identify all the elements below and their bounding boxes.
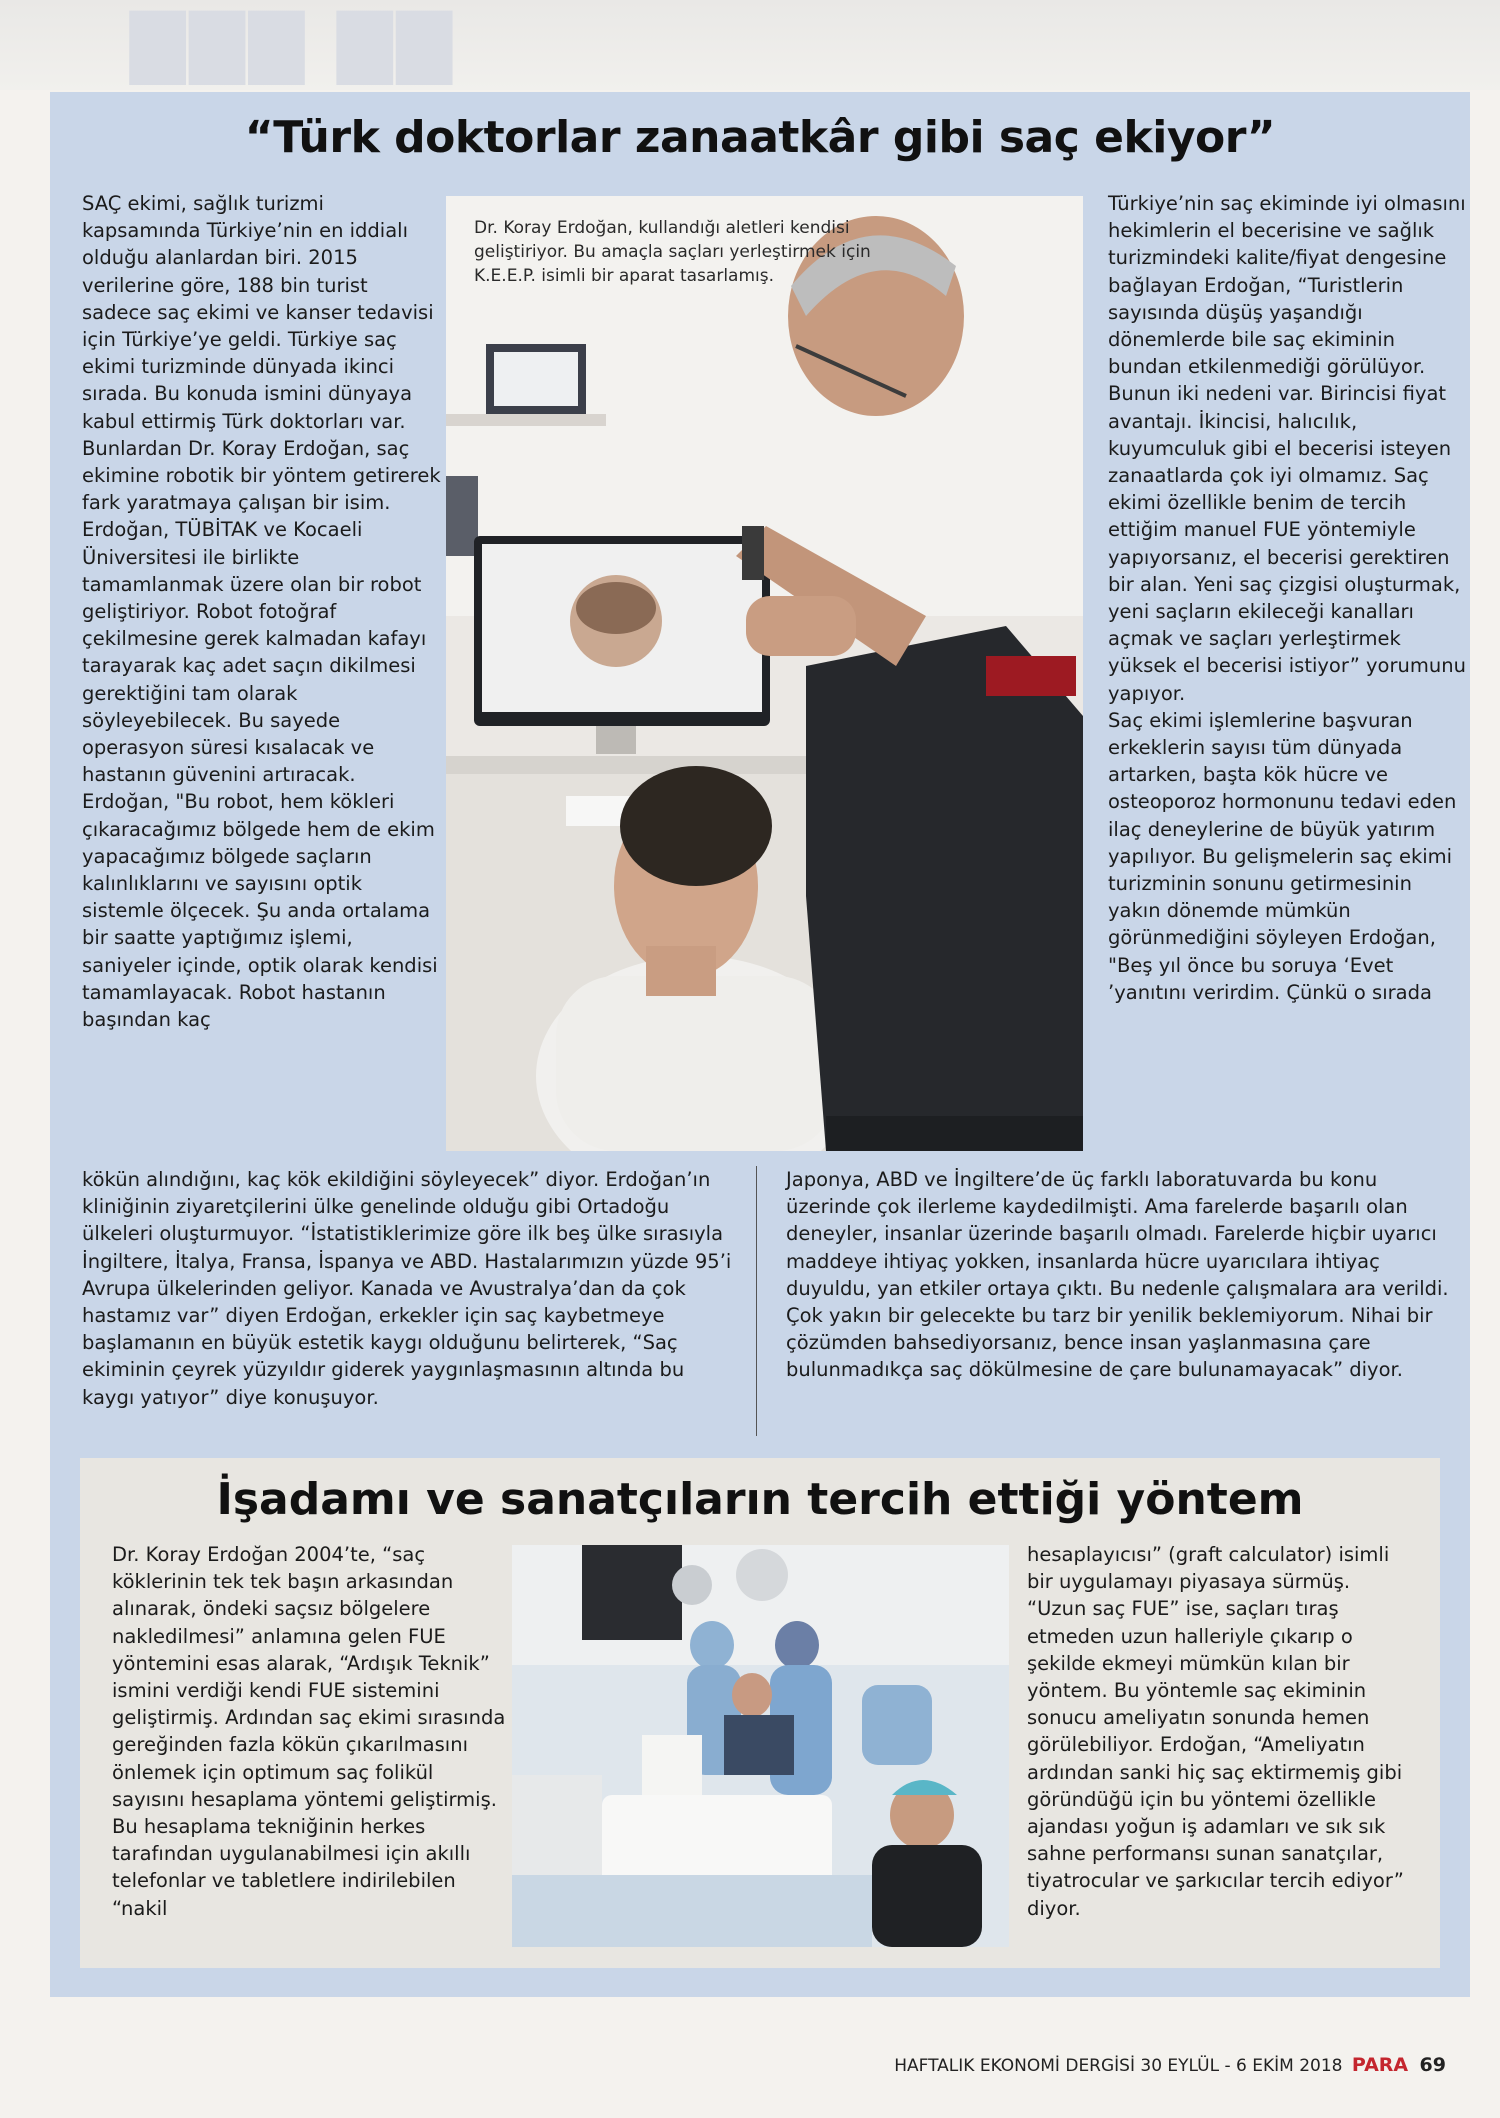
article-column-1: [82, 190, 442, 1033]
photo-illustration: [512, 1545, 1009, 1947]
magazine-issue: HAFTALIK EKONOMİ DERGİSİ 30 EYLÜL - 6 EKİM 2018: [894, 2056, 1343, 2076]
doctor-hair-transplant-photo: [446, 196, 1083, 1151]
paragraph: SAÇ ekimi, sağlık turizmi kapsamında Türkiye’nin en iddialı olduğu alanlardan biri. 2015 verilerine göre, 188 bin turist sadece saç ekimi ve kanser tedavisi için Türkiye’ye geldi. Türkiye saç ekimi turizminde dünyada ikinci sırada. Bu konuda ismini dünyaya kabul ettirmiş Türk doktorları var. Bunlardan Dr. Koray Erdoğan, saç ekimine robotik bir yöntem getirerek fark yaratmaya çalışan bir isim.: [82, 192, 441, 515]
article-column-wide-right: [786, 1166, 1450, 1384]
paragraph: Dr. Koray Erdoğan 2004’te, “saç köklerinin tek tek başın arkasından alınarak, öndeki saçsız bölgelere nakledilmesi” anlamına gelen FUE yöntemini esas alarak, “Ardışık Teknik” ismini verdiği kendi FUE sistemini geliştirmiş. Ardından saç ekimi sırasında gereğinden fazla kökün çıkarılmasını önlemek için optimum saç folikül sayısını hesaplama yöntemi geliştirmiş. Bu hesaplama tekniğinin herkes tarafından uygulanabilmesi için akıllı telefonlar ve tabletlere indirilebilen “nakil: [112, 1543, 506, 1920]
box-column-left: [112, 1541, 507, 1922]
column-divider: [756, 1166, 757, 1436]
paragraph: Türkiye’nin saç ekiminde iyi olmasını hekimlerin el becerisine ve sağlık turizmindeki kalite/fiyat dengesine bağlayan Erdoğan, “Turistlerin sayısında düşüş yaşandığı dönemlerde bile saç ekiminin bundan etkilenmediği görülüyor. Bunun iki nedeni var. Birincisi fiyat avantajı. İkincisi, halıcılık, kuyumculuk gibi el becerisi isteyen zanaatlarda çok iyi olmamız. Saç ekimi özellikle benim de tercih ettiğim manuel FUE yöntemiyle yapıyorsanız, el becerisi gerektiren bir alan. Yeni saç çizgisi oluşturmak, yeni saçların ekileceği kanalları açmak ve saçları yerleştirmek yüksek el becerisi istiyor” yorumunu yapıyor.: [1108, 192, 1466, 705]
operating-room-photo: [512, 1545, 1009, 1947]
photo-caption: Dr. Koray Erdoğan, kullandığı aletleri kendisi geliştiriyor. Bu amaçla saçları yerleştirmek için K.E.E.P. isimli bir aparat tasarlamış.: [474, 218, 871, 286]
previous-page-edge: [0, 0, 1500, 90]
box-title: İşadamı ve sanatçıların tercih ettiği yöntem: [216, 1474, 1304, 1525]
page-footer: [894, 2054, 1446, 2076]
paragraph: Erdoğan, TÜBİTAK ve Kocaeli Üniversitesi ile birlikte tamamlanmak üzere olan bir robot geliştiriyor. Robot fotoğraf çekilmesine gerek kalmadan kafayı tarayarak kaç adet saçın dikilmesi gerektiğini tam olarak söyleyebilecek. Bu sayede operasyon süresi kısalacak ve hastanın güvenini artıracak. Erdoğan, "Bu robot, hem kökleri çıkaracağımız bölgede hem de ekim yapacağımız bölgede saçların kalınlıklarını ve sayısını optik sistemle ölçecek. Şu anda ortalama bir saatte yaptığımız işlemi, saniyeler içinde, optik olarak kendisi tamamlayacak. Robot hastanın başından kaç: [82, 518, 438, 1032]
article-column-3: [1108, 190, 1468, 1006]
paragraph: Saç ekimi işlemlerine başvuran erkeklerin sayısı tüm dünyada artarken, başta kök hücre ve osteoporoz hormonunu tedavi eden ilaç deneylerine de büyük yatırım yapılıyor. Bu gelişmelerin saç ekimi turizminin sonunu getirmesinin yakın dönemde mümkün görünmediğini söyleyen Erdoğan, "Beş yıl önce bu soruya ‘Evet ’yanıtını verirdim. Çünkü o sırada: [1108, 708, 1457, 1004]
paragraph: hesaplayıcısı” (graft calculator) isimli bir uygulamayı piyasaya sürmüş. “Uzun saç FUE” ise, saçları tıraş etmeden uzun halleriyle çıkarıp o şekilde ekmeyi mümkün kılan bir yöntem. Bu yöntemle saç ekiminin sonucu ameliyatın sonunda hemen görülebiliyor. Erdoğan, “Ameliyatın ardından sanki hiç saç ektirmemiş gibi göründüğü için bu yöntemi özellikle ajandası yoğun iş adamları ve sık sık sahne performansı sunan sanatçılar, tiyatrocular ve şarkıcılar tercih ediyor” diyor.: [1027, 1543, 1404, 1920]
article-column-wide-left: [82, 1166, 732, 1411]
box-column-right: [1027, 1541, 1407, 1922]
paragraph: kökün alındığını, kaç kök ekildiğini söyleyecek” diyor. Erdoğan’ın kliniğinin ziyaretçilerini ülke genelinde olduğu gibi Ortadoğu ülkeleri oluşturmuyor. “İstatistiklerimize göre ilk beş ülke sırasıyla İngiltere, İtalya, Fransa, İspanya ve ABD. Hastalarımızın yüzde 95’i Avrupa ülkelerinden geliyor. Kanada ve Avustralya’dan da çok hastamız var” diyen Erdoğan, erkekler için saç kaybetmeye başlamanın en büyük estetik kaygı olduğunu belirterek, “Saç ekiminin çeyrek yüzyıldır giderek yaygınlaşmasının altında bu kaygı yatıyor” diye konuşuyor.: [82, 1168, 732, 1409]
page-number: 69: [1419, 2054, 1446, 2076]
photo-illustration: [446, 196, 1083, 1151]
brand-name: PARA: [1351, 2054, 1409, 2076]
article-title: “Türk doktorlar zanaatkâr gibi saç ekiyor”: [244, 112, 1276, 163]
bleed-through-decoration: ▇▇▇ ▇▇: [130, 0, 456, 84]
paragraph: Japonya, ABD ve İngiltere’de üç farklı laboratuvarda bu konu üzerinde çok ilerleme kaydedilmişti. Ama farelerde başarılı olan deneyler, insanlar üzerinde başarılı olmadı. Farelerde hiçbir uyarıcı maddeye ihtiyaç yokken, insanlarda hücre uyarıcılara ihtiyaç duyuldu, yan etkiler ortaya çıktı. Bu nedenle çalışmalara ara verildi. Çok yakın bir gelecekte bu tarz bir yenilik beklemiyorum. Nihai bir çözümden bahsediyorsanız, bence insan yaşlanmasına çare bulunmadıkça saç dökülmesine de çare bulunamayacak” diyor.: [786, 1168, 1449, 1382]
